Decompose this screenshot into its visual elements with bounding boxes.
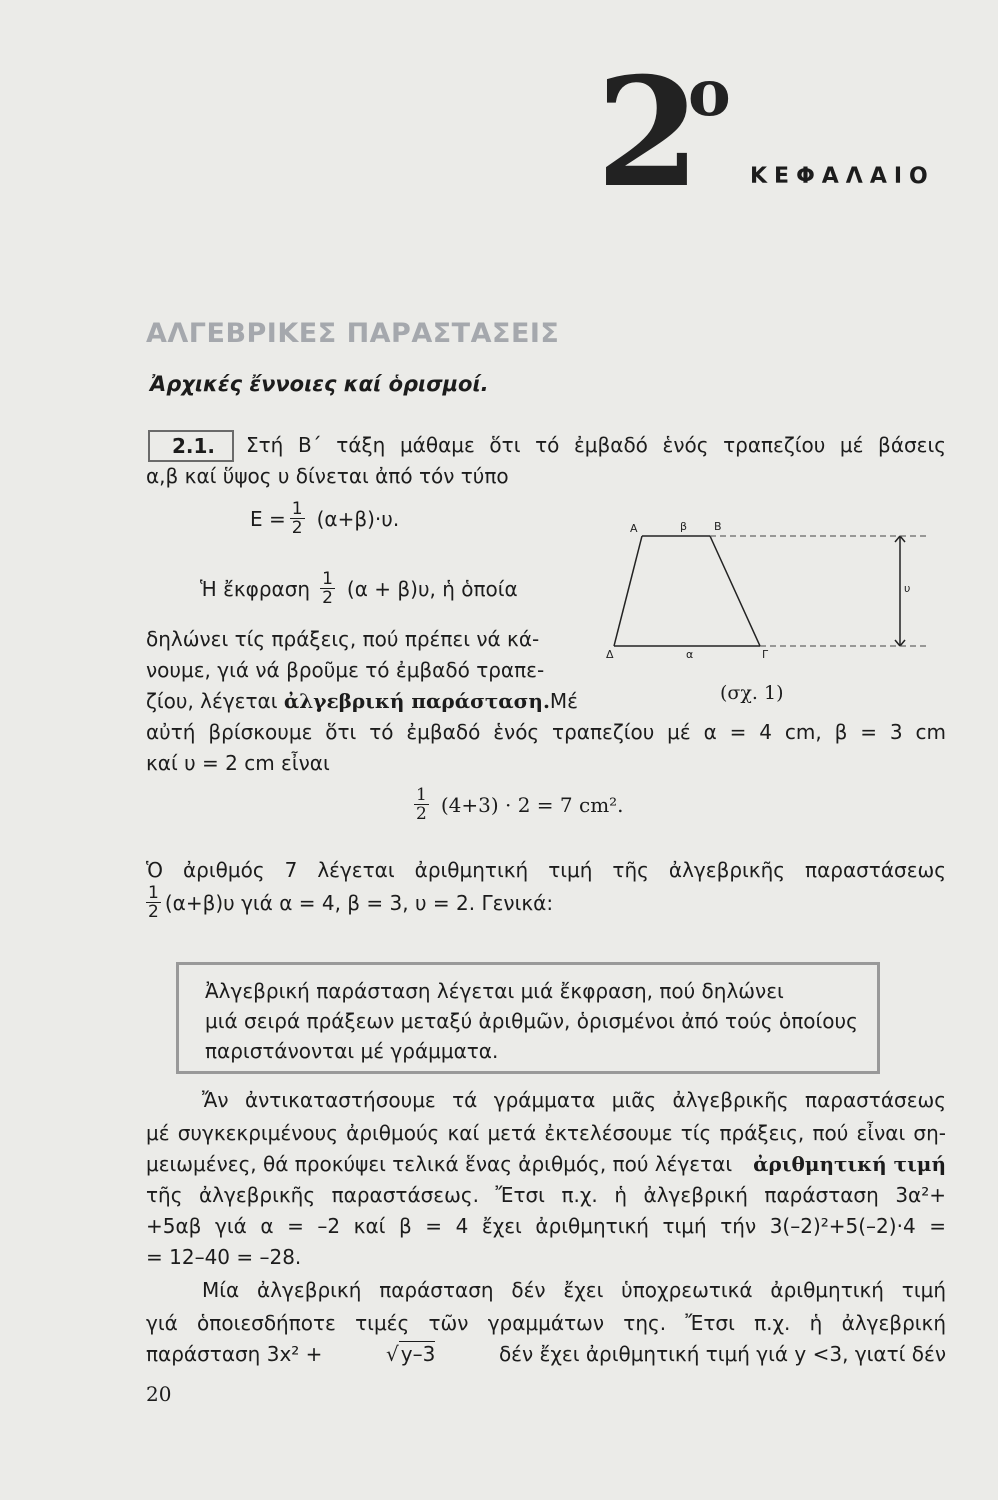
- label-G: Γ: [762, 648, 769, 661]
- definition-box: [176, 962, 880, 1074]
- trapezoid-left-side: [614, 536, 642, 646]
- paragraph3-line-1: Μία ἀλγεβρική παράσταση δέν ἔχει ὑποχρεωτικά ἀριθμητική τιμή: [202, 1278, 946, 1302]
- label-beta: β: [680, 520, 688, 533]
- chapter-title: ΑΛΓΕΒΡΙΚΕΣ ΠΑΡΑΣΤΑΣΕΙΣ: [146, 318, 560, 349]
- expression-line-6: καί υ = 2 cm εἶναι: [146, 751, 330, 775]
- paragraph2-line-2: μέ συγκεκριμένους ἀριθμούς καί μετά ἐκτελέσουμε τίς πράξεις, πού εἶναι ση-: [146, 1121, 946, 1145]
- figure-caption: (σχ. 1): [720, 682, 784, 704]
- expression-pre: Ἡ ἔκφραση: [200, 576, 311, 601]
- numeric-sentence-line-1: Ὁ ἀριθμός 7 λέγεται ἀριθμητική τιμή τῆς ἀλγεβρικῆς παραστάσεως: [146, 858, 946, 882]
- fraction-numerator: 1: [322, 569, 333, 589]
- expression-fraction: [320, 570, 335, 607]
- paragraph2-line-1: Ἄν ἀντικαταστήσουμε τά γράμματα μιᾶς ἀλγεβρικῆς παραστάσεως: [202, 1088, 946, 1112]
- label-upsilon: υ: [904, 582, 911, 595]
- paragraph-number-box: [148, 430, 234, 462]
- expression-line-5: αὐτή βρίσκουμε ὅτι τό ἐμβαδό ἑνός τραπεζίου μέ α = 4 cm, β = 3 cm: [146, 720, 946, 744]
- expression-line-1: [200, 570, 518, 607]
- fraction-numerator: 1: [416, 785, 427, 805]
- paragraph2-line-4: τῆς ἀλγεβρικῆς παραστάσεως. Ἔτσι π.χ. ἡ ἀλγεβρική παράσταση 3α²+: [146, 1183, 946, 1207]
- label-D: Δ: [606, 648, 614, 661]
- label-alpha: α: [686, 648, 694, 661]
- paragraph2-line-3-pre: μειωμένες, θά προκύψει τελικά ἕνας ἀριθμός, πού λέγεται: [146, 1152, 733, 1176]
- label-A: Α: [630, 522, 638, 535]
- definition-line-3: παριστάνονται μέ γράμματα.: [205, 1039, 499, 1063]
- value-formula-fraction: [414, 786, 429, 823]
- term-algebraic-expression: ἀλγεβρική παράσταση.: [283, 689, 550, 713]
- trapezoid-right-side: [710, 536, 760, 646]
- numeric-sentence-line-2: [146, 884, 553, 921]
- chapter-number: [596, 45, 701, 221]
- paragraph-number: 2.1.: [172, 434, 216, 458]
- paragraph3-line-3-post: δέν ἔχει ἀριθμητική τιμή γιά y <3, γιατί δέν: [498, 1342, 946, 1366]
- paragraph3-line-3-pre: παράσταση 3x² +: [146, 1342, 323, 1366]
- section-heading: Ἀρχικές ἔννοιες καί ὁρισμοί.: [150, 372, 489, 396]
- sqrt-sign: √: [386, 1342, 399, 1366]
- expression-post: (α + β)υ, ἡ ὁποία: [346, 576, 518, 601]
- chapter-number-digit: 2: [596, 45, 701, 221]
- paragraph2-line-6: = 12–40 = –28.: [146, 1245, 302, 1269]
- term-numeric-value: ἀριθμητική τιμή: [753, 1152, 946, 1176]
- label-B: Β: [714, 520, 722, 533]
- area-formula: [250, 500, 399, 537]
- numeric-sentence-fraction: [146, 884, 161, 921]
- fraction-denominator: 2: [416, 804, 427, 824]
- page-number: 20: [146, 1382, 172, 1406]
- chapter-label: ΚΕΦΑΛΑΙΟ: [750, 164, 935, 189]
- value-formula-rest: (4+3) · 2 = 7 cm².: [440, 792, 624, 817]
- expression-line-3: νουμε, γιά νά βροῦμε τό ἐμβαδό τραπε-: [146, 658, 545, 682]
- fraction-numerator: 1: [291, 499, 303, 519]
- expression-line-4-post: Μέ: [549, 689, 578, 713]
- fraction-numerator: 1: [148, 883, 159, 903]
- expression-line-4-pre: ζίου, λέγεται: [146, 689, 278, 713]
- fraction-denominator: 2: [291, 518, 303, 538]
- trapezoid-figure: [590, 520, 950, 670]
- area-formula-rhs: (α+β)·υ.: [316, 506, 400, 531]
- value-formula: [410, 786, 624, 823]
- chapter-superscript: ο: [688, 56, 731, 131]
- numeric-sentence-rest: (α+β)υ γιά α = 4, β = 3, υ = 2. Γενικά:: [164, 890, 554, 915]
- sqrt-radicand: y–3: [400, 1342, 436, 1366]
- intro-line-2: α,β καί ὕψος υ δίνεται ἀπό τόν τύπο: [146, 464, 509, 488]
- paragraph3-line-3: [146, 1340, 946, 1368]
- square-root: [386, 1340, 435, 1368]
- fraction-denominator: 2: [322, 588, 333, 608]
- fraction-denominator: 2: [148, 902, 159, 922]
- expression-line-2: δηλώνει τίς πράξεις, πού πρέπει νά κά-: [146, 627, 540, 651]
- area-formula-fraction: [290, 500, 305, 537]
- paragraph3-line-2: γιά ὁποιεσδήποτε τιμές τῶν γραμμάτων της. Ἔτσι π.χ. ἡ ἀλγεβρική: [146, 1311, 946, 1335]
- expression-line-4: [146, 687, 578, 715]
- definition-line-1: Ἀλγεβρική παράσταση λέγεται μιά ἔκφραση, πού δηλώνει: [205, 979, 784, 1003]
- paragraph2-line-3: [146, 1150, 946, 1178]
- definition-line-2: μιά σειρά πράξεων μεταξύ ἀριθμῶν, ὁρισμένοι ἀπό τούς ὁποίους: [205, 1009, 858, 1033]
- paragraph2-line-5: +5αβ γιά α = –2 καί β = 4 ἔχει ἀριθμητική τιμή τήν 3(–2)²+5(–2)·4 =: [146, 1214, 946, 1238]
- intro-line-1: Στή Β΄ τάξη μάθαμε ὅτι τό ἐμβαδό ἑνός τραπεζίου μέ βάσεις: [246, 433, 946, 457]
- area-formula-lhs: Ε =: [250, 506, 286, 531]
